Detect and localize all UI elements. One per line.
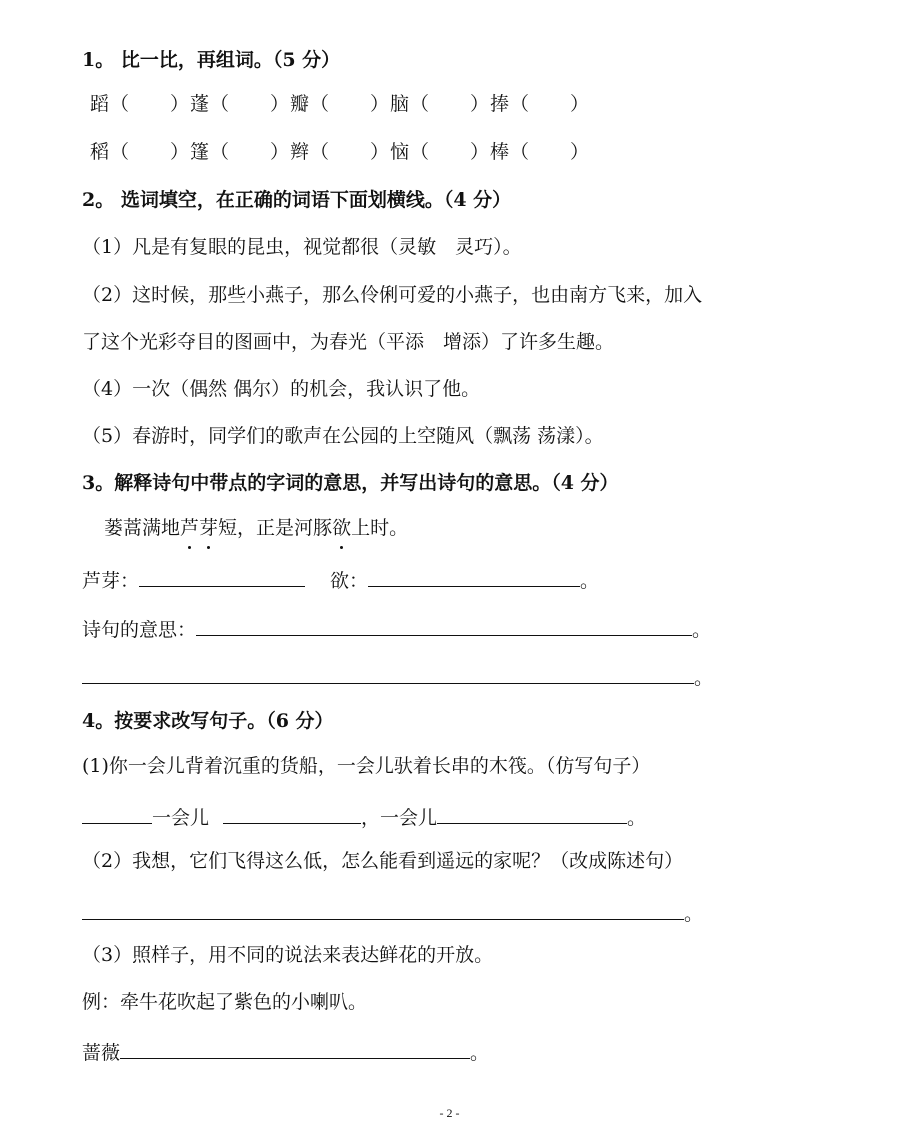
q3-poem: [104, 516, 408, 540]
poem-part2: 短，正是河豚: [218, 517, 333, 539]
q4-example: 例：牵牛花吹起了紫色的小喇叭。: [82, 991, 368, 1013]
q2-item1: （1）凡是有复眼的昆虫，视觉都很（灵敏 灵巧）。: [82, 236, 522, 258]
q4-item2: （2）我想，它们飞得这么低，怎么能看到遥远的家呢？（改成陈述句）: [82, 850, 684, 872]
label-poem-meaning: 诗句的意思：: [82, 619, 197, 641]
q2-item2-line1: （2）这时候，那些小燕子，那么伶俐可爱的小燕子，也由南方飞来，加入: [82, 284, 703, 306]
label-yu: 欲：: [330, 570, 369, 592]
luya-answer-blank[interactable]: [139, 566, 305, 587]
qiangwei-answer-blank[interactable]: [120, 1038, 470, 1059]
q3-title: 3。解释诗句中带点的字词的意思，并写出诗句的意思。（4 分）: [82, 472, 619, 494]
imitate-blank-3[interactable]: [437, 803, 627, 824]
yu-answer-blank[interactable]: [368, 566, 580, 587]
q4-item1-answer: [82, 803, 646, 830]
period: 。: [692, 619, 712, 641]
poem-meaning-blank-2[interactable]: [82, 663, 694, 684]
q3-answer-row2: [82, 615, 711, 642]
q1-title: 1。 比一比，再组词。（5 分）: [82, 49, 341, 71]
period: 。: [627, 807, 647, 829]
q4-item1: (1)你一会儿背着沉重的货船，一会儿驮着长串的木筏。（仿写句子）: [82, 755, 651, 777]
imitate-blank-1[interactable]: [82, 803, 152, 824]
q2-item4: （4）一次（偶然 偶尔）的机会，我认识了他。: [82, 378, 481, 400]
yihuir-1: 一会儿: [152, 807, 210, 829]
period: 。: [684, 903, 704, 925]
poem-dotted-char-ya: 芽: [199, 517, 219, 539]
period: 。: [694, 667, 714, 689]
poem-part3: 上时。: [351, 517, 409, 539]
q2-item2-line2: 了这个光彩夺目的图画中，为春光（平添 增添）了许多生趣。: [82, 331, 615, 353]
poem-dotted-char-yu: 欲: [332, 517, 352, 539]
comma-yihuir: ，一会儿: [361, 807, 438, 829]
period: 。: [470, 1042, 490, 1064]
page-number: - 2 -: [439, 1106, 460, 1120]
imitate-blank-2[interactable]: [223, 803, 361, 824]
q4-item3: （3）照样子，用不同的说法来表达鲜花的开放。: [82, 944, 494, 966]
q1-row1: 蹈（ ）蓬（ ）瓣（ ）脑（ ）捧（ ）: [90, 93, 591, 115]
statement-answer-blank[interactable]: [82, 899, 684, 920]
q2-title: 2。 选词填空，在正确的词语下面划横线。（4 分）: [82, 189, 512, 211]
q4-title: 4。按要求改写句子。（6 分）: [82, 710, 334, 732]
q2-item5: （5）春游时，同学们的歌声在公园的上空随风（飘荡 荡漾）。: [82, 425, 604, 447]
period: 。: [580, 570, 600, 592]
q3-answer-row3: [82, 663, 713, 690]
q3-answer-row1: [82, 566, 599, 593]
q4-item2-answer: [82, 899, 703, 926]
q4-item3-answer: [82, 1038, 489, 1065]
poem-meaning-blank-1[interactable]: [196, 615, 692, 636]
poem-dotted-char-lu: 芦: [180, 517, 200, 539]
q1-row2: 稻（ ）篷（ ）辫（ ）恼（ ）棒（ ）: [90, 141, 591, 163]
label-qiangwei: 蔷薇: [82, 1042, 121, 1064]
label-luya: 芦芽：: [82, 570, 140, 592]
poem-part1: 蒌蒿满地: [104, 517, 181, 539]
